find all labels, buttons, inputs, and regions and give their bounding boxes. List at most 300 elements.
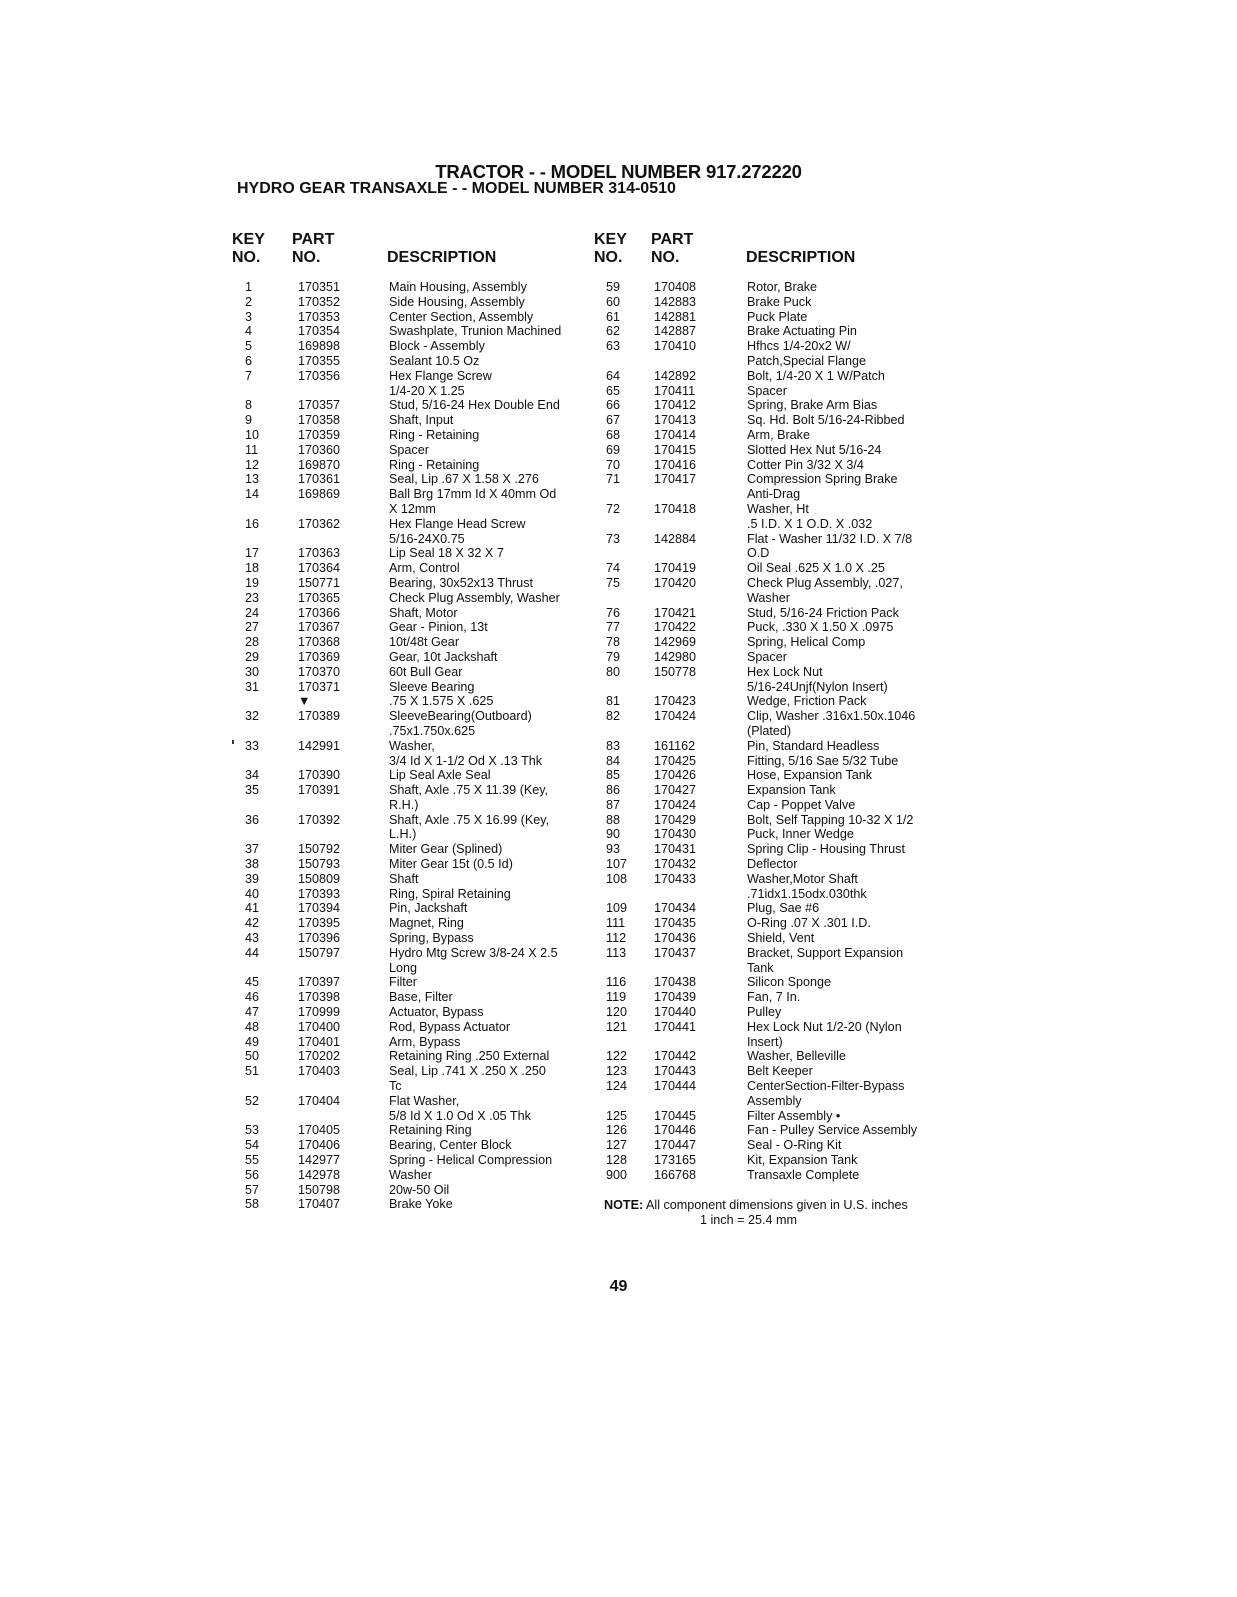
left-key-cell: 45 bbox=[245, 975, 260, 990]
left-key-cell: 48 bbox=[245, 1019, 260, 1034]
left-part-cell: 142977 bbox=[298, 1153, 341, 1168]
left-part-cell: 170999 bbox=[298, 1005, 341, 1020]
left-part-cell bbox=[298, 827, 378, 842]
left-key-cell: 29 bbox=[245, 649, 260, 664]
left-key-cell: 1 bbox=[245, 280, 253, 294]
right-part-cell: 170424 bbox=[654, 797, 697, 812]
left-part-cell: 170390 bbox=[298, 768, 341, 783]
right-description-cell: Belt Keeper bbox=[747, 1064, 813, 1079]
right-key-cell bbox=[606, 680, 656, 695]
right-key-cell bbox=[606, 887, 656, 902]
right-description-cell: Bracket, Support Expansion bbox=[747, 945, 904, 960]
right-key-cell: 86 bbox=[606, 783, 621, 798]
right-part-cell: 170426 bbox=[654, 768, 697, 783]
note-label: NOTE: bbox=[604, 1198, 644, 1212]
left-part-cell: 170357 bbox=[298, 398, 341, 413]
left-key-cell: 35 bbox=[245, 783, 260, 798]
left-description-cell: 5/16-24X0.75 bbox=[389, 531, 465, 546]
right-part-cell bbox=[654, 1094, 734, 1109]
left-description-cell: 3/4 Id X 1-1/2 Od X .13 Thk bbox=[389, 753, 543, 768]
right-key-cell: 90 bbox=[606, 827, 621, 842]
left-key-cell: 24 bbox=[245, 605, 260, 620]
right-description-cell: CenterSection-Filter-Bypass bbox=[747, 1079, 905, 1094]
left-description-cell: Miter Gear (Splined) bbox=[389, 842, 503, 857]
left-part-cell: 170404 bbox=[298, 1093, 341, 1108]
left-part-cell: 170395 bbox=[298, 916, 341, 931]
right-description-cell: Fan - Pulley Service Assembly bbox=[747, 1123, 918, 1138]
left-part-cell: 170397 bbox=[298, 975, 341, 990]
left-key-cell: 30 bbox=[245, 664, 260, 679]
left-part-cell: 170401 bbox=[298, 1034, 341, 1049]
right-part-cell: 142884 bbox=[654, 531, 697, 546]
left-key-cell: 43 bbox=[245, 931, 260, 946]
left-key-cell: 38 bbox=[245, 857, 260, 872]
right-part-header: PART NO. bbox=[651, 231, 694, 266]
left-key-cell bbox=[245, 694, 295, 709]
right-key-cell: 84 bbox=[606, 753, 621, 768]
left-part-cell: 170391 bbox=[298, 783, 341, 798]
right-key-cell: 68 bbox=[606, 427, 621, 442]
left-description-cell: Lip Seal 18 X 32 X 7 bbox=[389, 546, 504, 561]
right-description-cell: Oil Seal .625 X 1.0 X .25 bbox=[747, 561, 885, 576]
left-description-cell: Seal, Lip .741 X .250 X .250 bbox=[389, 1064, 546, 1079]
left-key-cell: 17 bbox=[245, 546, 260, 561]
right-key-cell: 119 bbox=[606, 990, 627, 1005]
left-key-cell bbox=[245, 384, 295, 399]
right-part-cell bbox=[654, 680, 734, 695]
left-key-cell bbox=[245, 532, 295, 547]
right-part-cell: 170432 bbox=[654, 857, 697, 872]
left-part-cell: 170361 bbox=[298, 472, 341, 487]
right-key-cell: 78 bbox=[606, 635, 621, 650]
right-description-cell: Compression Spring Brake bbox=[747, 472, 898, 487]
right-key-cell: 116 bbox=[606, 975, 627, 990]
right-description-cell: Washer,Motor Shaft bbox=[747, 871, 858, 886]
left-part-cell bbox=[298, 798, 378, 813]
left-description-cell: Ring - Retaining bbox=[389, 427, 480, 442]
left-description-cell: Shaft, Axle .75 X 16.99 (Key, bbox=[389, 812, 550, 827]
left-key-cell: 50 bbox=[245, 1049, 260, 1064]
right-key-cell: 122 bbox=[606, 1049, 628, 1064]
left-key-cell: 4 bbox=[245, 324, 253, 339]
right-part-cell bbox=[654, 961, 734, 976]
right-part-cell: 170412 bbox=[654, 398, 697, 413]
left-description-cell: Ring - Retaining bbox=[389, 457, 480, 472]
right-description-cell: Washer, Belleville bbox=[747, 1049, 846, 1064]
left-part-cell: 170354 bbox=[298, 324, 341, 339]
right-part-cell: 170420 bbox=[654, 575, 697, 590]
left-description-cell: Rod, Bypass Actuator bbox=[389, 1019, 511, 1034]
right-key-cell: 79 bbox=[606, 649, 621, 664]
left-key-cell: 14 bbox=[245, 487, 260, 502]
left-key-cell: 3 bbox=[245, 309, 253, 324]
right-description-cell: Insert) bbox=[747, 1034, 783, 1049]
right-key-cell: 60 bbox=[606, 294, 621, 309]
left-description-cell: R.H.) bbox=[389, 797, 419, 812]
right-part-cell: 170415 bbox=[654, 442, 697, 457]
right-part-cell: 142980 bbox=[654, 649, 697, 664]
right-key-cell: 128 bbox=[606, 1153, 628, 1168]
left-description-cell: Spring, Bypass bbox=[389, 931, 474, 946]
left-key-cell: 16 bbox=[245, 516, 260, 531]
left-part-cell: 170356 bbox=[298, 368, 341, 383]
right-description-cell: .71idx1.15odx.030thk bbox=[747, 886, 867, 901]
left-description-cell: Sleeve Bearing bbox=[389, 679, 475, 694]
left-key-cell: 9 bbox=[245, 413, 253, 428]
left-key-cell: 36 bbox=[245, 812, 260, 827]
right-key-cell: 127 bbox=[606, 1138, 628, 1153]
left-key-cell: 19 bbox=[245, 575, 260, 590]
right-part-cell: 170423 bbox=[654, 694, 697, 709]
left-key-column bbox=[245, 280, 295, 1212]
left-part-cell: 170351 bbox=[298, 280, 341, 294]
note-line-1: All component dimensions given in U.S. inches bbox=[646, 1198, 908, 1212]
right-description-cell: Hose, Expansion Tank bbox=[747, 768, 873, 783]
right-key-cell: 107 bbox=[606, 857, 628, 872]
left-description-cell: SleeveBearing(Outboard) bbox=[389, 709, 532, 724]
left-part-cell: 170393 bbox=[298, 886, 341, 901]
left-description-cell: Washer bbox=[389, 1167, 432, 1182]
right-part-cell: 161162 bbox=[654, 738, 696, 753]
right-part-cell bbox=[654, 1035, 734, 1050]
right-description-cell: Flat - Washer 11/32 I.D. X 7/8 bbox=[747, 531, 913, 546]
right-key-cell: 73 bbox=[606, 531, 621, 546]
right-part-cell: 170429 bbox=[654, 812, 697, 827]
left-part-cell bbox=[298, 754, 378, 769]
left-key-cell: 39 bbox=[245, 871, 260, 886]
left-part-cell: 150798 bbox=[298, 1182, 341, 1197]
right-part-cell: 170446 bbox=[654, 1123, 697, 1138]
right-part-cell: 170430 bbox=[654, 827, 697, 842]
right-part-cell: 170436 bbox=[654, 931, 697, 946]
right-part-cell: 170424 bbox=[654, 709, 697, 724]
right-description-cell: Brake Actuating Pin bbox=[747, 324, 857, 339]
right-part-cell: 142887 bbox=[654, 324, 697, 339]
left-part-cell: 170370 bbox=[298, 664, 341, 679]
right-key-cell bbox=[606, 487, 656, 502]
right-key-cell bbox=[606, 1035, 656, 1050]
left-key-cell bbox=[245, 754, 295, 769]
left-part-cell: 170353 bbox=[298, 309, 341, 324]
right-description-cell: Deflector bbox=[747, 857, 798, 872]
left-key-cell: 56 bbox=[245, 1167, 260, 1182]
left-description-cell: Shaft, Input bbox=[389, 413, 454, 428]
right-part-cell: 170431 bbox=[654, 842, 697, 857]
left-key-cell: 33 bbox=[245, 738, 260, 753]
left-part-cell bbox=[298, 1109, 378, 1124]
right-key-cell: 77 bbox=[606, 620, 621, 635]
left-description-cell: Washer, bbox=[389, 738, 435, 753]
right-key-cell: 67 bbox=[606, 413, 621, 428]
right-description-cell: Brake Puck bbox=[747, 294, 812, 309]
right-key-cell: 126 bbox=[606, 1123, 628, 1138]
right-description-cell: Spring, Brake Arm Bias bbox=[747, 398, 878, 413]
left-description-cell: Filter bbox=[389, 975, 417, 990]
page-number: 49 bbox=[609, 1278, 628, 1295]
right-key-cell: 113 bbox=[606, 945, 627, 960]
left-key-cell: 52 bbox=[245, 1093, 260, 1108]
right-description-cell: Puck, Inner Wedge bbox=[747, 827, 854, 842]
left-key-cell: 57 bbox=[245, 1182, 260, 1197]
left-key-cell bbox=[245, 502, 295, 517]
right-key-cell bbox=[606, 1094, 656, 1109]
left-part-cell: 170363 bbox=[298, 546, 341, 561]
left-key-cell: 10 bbox=[245, 427, 260, 442]
left-description-cell: Stud, 5/16-24 Hex Double End bbox=[389, 398, 560, 413]
right-part-cell: 170437 bbox=[654, 945, 697, 960]
right-key-cell: 88 bbox=[606, 812, 621, 827]
right-description-cell: .5 I.D. X 1 O.D. X .032 bbox=[747, 516, 873, 531]
right-description-column bbox=[747, 280, 947, 1183]
left-part-cell: 170405 bbox=[298, 1123, 341, 1138]
left-description-cell: Side Housing, Assembly bbox=[389, 294, 525, 309]
right-description-cell: Fan, 7 In. bbox=[747, 990, 801, 1005]
right-part-cell: 170419 bbox=[654, 561, 697, 576]
right-description-cell: Puck Plate bbox=[747, 309, 808, 324]
left-description-cell: Brake Yoke bbox=[389, 1197, 453, 1212]
right-part-cell bbox=[654, 487, 734, 502]
left-key-cell bbox=[245, 1109, 295, 1124]
left-description-cell: Actuator, Bypass bbox=[389, 1005, 484, 1020]
right-description-cell: Pulley bbox=[747, 1005, 782, 1020]
right-part-cell: 170443 bbox=[654, 1064, 697, 1079]
right-description-cell: Washer, Ht bbox=[747, 501, 809, 516]
right-part-cell: 170438 bbox=[654, 975, 697, 990]
right-part-cell: 170447 bbox=[654, 1138, 697, 1153]
left-part-cell: 142978 bbox=[298, 1167, 341, 1182]
left-part-cell: 170362 bbox=[298, 516, 341, 531]
left-part-cell: 150809 bbox=[298, 871, 341, 886]
right-key-cell: 108 bbox=[606, 871, 628, 886]
left-key-cell bbox=[245, 1079, 295, 1094]
left-key-cell: 58 bbox=[245, 1197, 260, 1212]
left-key-cell: 40 bbox=[245, 886, 260, 901]
left-part-column bbox=[298, 280, 378, 1212]
right-description-cell: Stud, 5/16-24 Friction Pack bbox=[747, 605, 899, 620]
right-key-cell: 72 bbox=[606, 501, 621, 516]
left-key-cell: 11 bbox=[245, 442, 259, 457]
left-part-cell: 150797 bbox=[298, 945, 341, 960]
right-part-cell: 170433 bbox=[654, 871, 697, 886]
right-description-cell: Hex Lock Nut bbox=[747, 664, 823, 679]
right-part-cell: 142892 bbox=[654, 368, 697, 383]
left-description-cell: Long bbox=[389, 960, 418, 975]
right-key-cell: 900 bbox=[606, 1167, 628, 1182]
left-description-cell: Check Plug Assembly, Washer bbox=[389, 590, 560, 605]
left-description-cell: Arm, Bypass bbox=[389, 1034, 461, 1049]
right-description-cell: Shield, Vent bbox=[747, 931, 815, 946]
right-key-cell: 65 bbox=[606, 383, 621, 398]
right-key-column bbox=[606, 280, 656, 1183]
right-key-cell: 74 bbox=[606, 561, 621, 576]
right-key-cell bbox=[606, 517, 656, 532]
left-description-cell: Retaining Ring bbox=[389, 1123, 472, 1138]
left-description-cell: Shaft, Motor bbox=[389, 605, 458, 620]
right-description-cell: Spring, Helical Comp bbox=[747, 635, 866, 650]
left-key-cell: 41 bbox=[245, 901, 260, 916]
left-part-cell: 150771 bbox=[298, 575, 341, 590]
left-part-cell: 170360 bbox=[298, 442, 341, 457]
right-key-cell: 76 bbox=[606, 605, 621, 620]
left-description-cell: 5/8 Id X 1.0 Od X .05 Thk bbox=[389, 1108, 531, 1123]
right-part-cell: 170425 bbox=[654, 753, 697, 768]
left-key-cell: 46 bbox=[245, 990, 260, 1005]
left-key-cell: 44 bbox=[245, 945, 260, 960]
right-part-cell: 150778 bbox=[654, 664, 697, 679]
right-key-cell: 80 bbox=[606, 664, 621, 679]
left-part-cell: 170355 bbox=[298, 353, 341, 368]
left-description-cell: 60t Bull Gear bbox=[389, 664, 463, 679]
left-part-cell: 170392 bbox=[298, 812, 341, 827]
left-description-cell: Spacer bbox=[389, 442, 429, 457]
left-description-cell: Base, Filter bbox=[389, 990, 453, 1005]
left-key-cell: 55 bbox=[245, 1153, 260, 1168]
right-key-cell: 121 bbox=[606, 1019, 628, 1034]
right-key-cell: 112 bbox=[606, 931, 627, 946]
right-part-cell: 170418 bbox=[654, 501, 697, 516]
right-description-cell: Plug, Sae #6 bbox=[747, 901, 820, 916]
right-description-cell: Seal - O-Ring Kit bbox=[747, 1138, 842, 1153]
left-part-cell: 170364 bbox=[298, 561, 341, 576]
right-description-header: DESCRIPTION bbox=[746, 249, 856, 266]
left-description-cell: 10t/48t Gear bbox=[389, 635, 460, 650]
left-description-cell: Hex Flange Head Screw bbox=[389, 516, 526, 531]
right-part-cell: 142883 bbox=[654, 294, 697, 309]
left-key-cell: 28 bbox=[245, 635, 260, 650]
left-description-cell: 20w-50 Oil bbox=[389, 1182, 450, 1197]
right-part-cell bbox=[654, 724, 734, 739]
right-part-cell: 170445 bbox=[654, 1108, 697, 1123]
left-part-header: PART NO. bbox=[292, 231, 335, 266]
left-description-cell: Ring, Spiral Retaining bbox=[389, 886, 511, 901]
right-part-column bbox=[654, 280, 734, 1183]
right-description-cell: Check Plug Assembly, .027, bbox=[747, 575, 903, 590]
left-key-header: KEY NO. bbox=[232, 231, 265, 266]
right-part-cell bbox=[654, 591, 734, 606]
right-key-cell: 123 bbox=[606, 1064, 628, 1079]
left-key-cell: 42 bbox=[245, 916, 260, 931]
left-part-cell: 169869 bbox=[298, 487, 341, 502]
left-description-cell: .75x1.750x.625 bbox=[389, 723, 476, 738]
right-description-cell: Transaxle Complete bbox=[747, 1167, 860, 1182]
left-key-cell: 31 bbox=[245, 679, 260, 694]
left-description-cell: Center Section, Assembly bbox=[389, 309, 534, 324]
left-part-cell: 170365 bbox=[298, 590, 341, 605]
left-description-cell: Main Housing, Assembly bbox=[389, 280, 527, 294]
left-part-cell bbox=[298, 724, 378, 739]
right-key-cell: 87 bbox=[606, 797, 621, 812]
left-key-cell: 53 bbox=[245, 1123, 260, 1138]
right-part-cell: 170442 bbox=[654, 1049, 697, 1064]
left-key-cell bbox=[245, 798, 295, 813]
right-description-cell: Spring Clip - Housing Thrust bbox=[747, 842, 905, 857]
right-description-cell: Wedge, Friction Pack bbox=[747, 694, 867, 709]
left-description-cell: Bearing, Center Block bbox=[389, 1138, 512, 1153]
note-line-2: 1 inch = 25.4 mm bbox=[700, 1213, 797, 1227]
right-key-cell: 71 bbox=[606, 472, 621, 487]
right-key-cell: 124 bbox=[606, 1079, 628, 1094]
left-description-cell: Miter Gear 15t (0.5 Id) bbox=[389, 857, 513, 872]
right-description-cell: Tank bbox=[747, 960, 774, 975]
right-part-cell bbox=[654, 546, 734, 561]
left-description-cell: Shaft bbox=[389, 871, 419, 886]
left-key-cell: 2 bbox=[245, 294, 253, 309]
right-part-cell: 170408 bbox=[654, 280, 697, 294]
right-key-cell: 62 bbox=[606, 324, 621, 339]
left-key-cell: 51 bbox=[245, 1064, 260, 1079]
right-description-cell: Spacer bbox=[747, 649, 787, 664]
right-description-cell: Rotor, Brake bbox=[747, 280, 817, 294]
right-part-cell bbox=[654, 517, 734, 532]
right-description-cell: Kit, Expansion Tank bbox=[747, 1153, 858, 1168]
right-part-cell: 170435 bbox=[654, 916, 697, 931]
right-part-cell: 142969 bbox=[654, 635, 697, 650]
right-key-cell bbox=[606, 354, 656, 369]
left-description-cell: Spring - Helical Compression bbox=[389, 1153, 553, 1168]
left-key-cell: 32 bbox=[245, 709, 260, 724]
left-part-cell: 170202 bbox=[298, 1049, 341, 1064]
left-part-cell: 170396 bbox=[298, 931, 341, 946]
margin-mark bbox=[232, 740, 234, 744]
right-key-cell: 120 bbox=[606, 1005, 628, 1020]
right-part-cell: 170411 bbox=[654, 383, 696, 398]
right-key-cell: 81 bbox=[606, 694, 621, 709]
right-description-cell: 5/16-24Unjf(Nylon Insert) bbox=[747, 679, 888, 694]
right-description-cell: Patch,Special Flange bbox=[747, 353, 867, 368]
right-part-cell: 170440 bbox=[654, 1005, 697, 1020]
left-part-cell: 170407 bbox=[298, 1197, 341, 1212]
left-part-cell: 170369 bbox=[298, 649, 341, 664]
left-description-cell: Lip Seal Axle Seal bbox=[389, 768, 491, 783]
right-part-cell: 142881 bbox=[654, 309, 697, 324]
right-description-cell: Silicon Sponge bbox=[747, 975, 832, 990]
right-description-cell: (Plated) bbox=[747, 723, 792, 738]
right-description-cell: Washer bbox=[747, 590, 790, 605]
left-description-cell: Flat Washer, bbox=[389, 1093, 460, 1108]
left-part-cell: 170406 bbox=[298, 1138, 341, 1153]
right-key-cell: 82 bbox=[606, 709, 621, 724]
left-description-cell: Gear - Pinion, 13t bbox=[389, 620, 488, 635]
left-description-cell: .75 X 1.575 X .625 bbox=[389, 694, 494, 709]
right-description-cell: Cotter Pin 3/32 X 3/4 bbox=[747, 457, 864, 472]
left-part-cell: 150792 bbox=[298, 842, 341, 857]
dimension-note bbox=[604, 1198, 908, 1213]
right-key-cell bbox=[606, 961, 656, 976]
right-description-cell: Pin, Standard Headless bbox=[747, 738, 880, 753]
right-part-cell bbox=[654, 887, 734, 902]
right-part-cell: 170441 bbox=[654, 1019, 697, 1034]
left-description-cell: Gear, 10t Jackshaft bbox=[389, 649, 498, 664]
left-part-cell: 170352 bbox=[298, 294, 341, 309]
page-subtitle: HYDRO GEAR TRANSAXLE - - MODEL NUMBER 314-0510 bbox=[237, 180, 676, 197]
right-key-cell bbox=[606, 724, 656, 739]
right-description-cell: O-Ring .07 X .301 I.D. bbox=[747, 916, 871, 931]
left-key-cell bbox=[245, 827, 295, 842]
left-description-cell: Seal, Lip .67 X 1.58 X .276 bbox=[389, 472, 539, 487]
right-description-cell: Anti-Drag bbox=[747, 487, 801, 502]
right-part-cell: 170434 bbox=[654, 901, 697, 916]
right-part-cell: 170422 bbox=[654, 620, 697, 635]
right-description-cell: Arm, Brake bbox=[747, 427, 810, 442]
right-description-cell: Slotted Hex Nut 5/16-24 bbox=[747, 442, 882, 457]
left-key-cell bbox=[245, 961, 295, 976]
left-part-cell bbox=[298, 384, 378, 399]
right-part-cell: 170417 bbox=[654, 472, 697, 487]
left-part-cell: 170400 bbox=[298, 1019, 341, 1034]
left-key-cell: 27 bbox=[245, 620, 260, 635]
left-key-cell: 34 bbox=[245, 768, 260, 783]
right-description-cell: Hfhcs 1/4-20x2 W/ bbox=[747, 339, 851, 354]
